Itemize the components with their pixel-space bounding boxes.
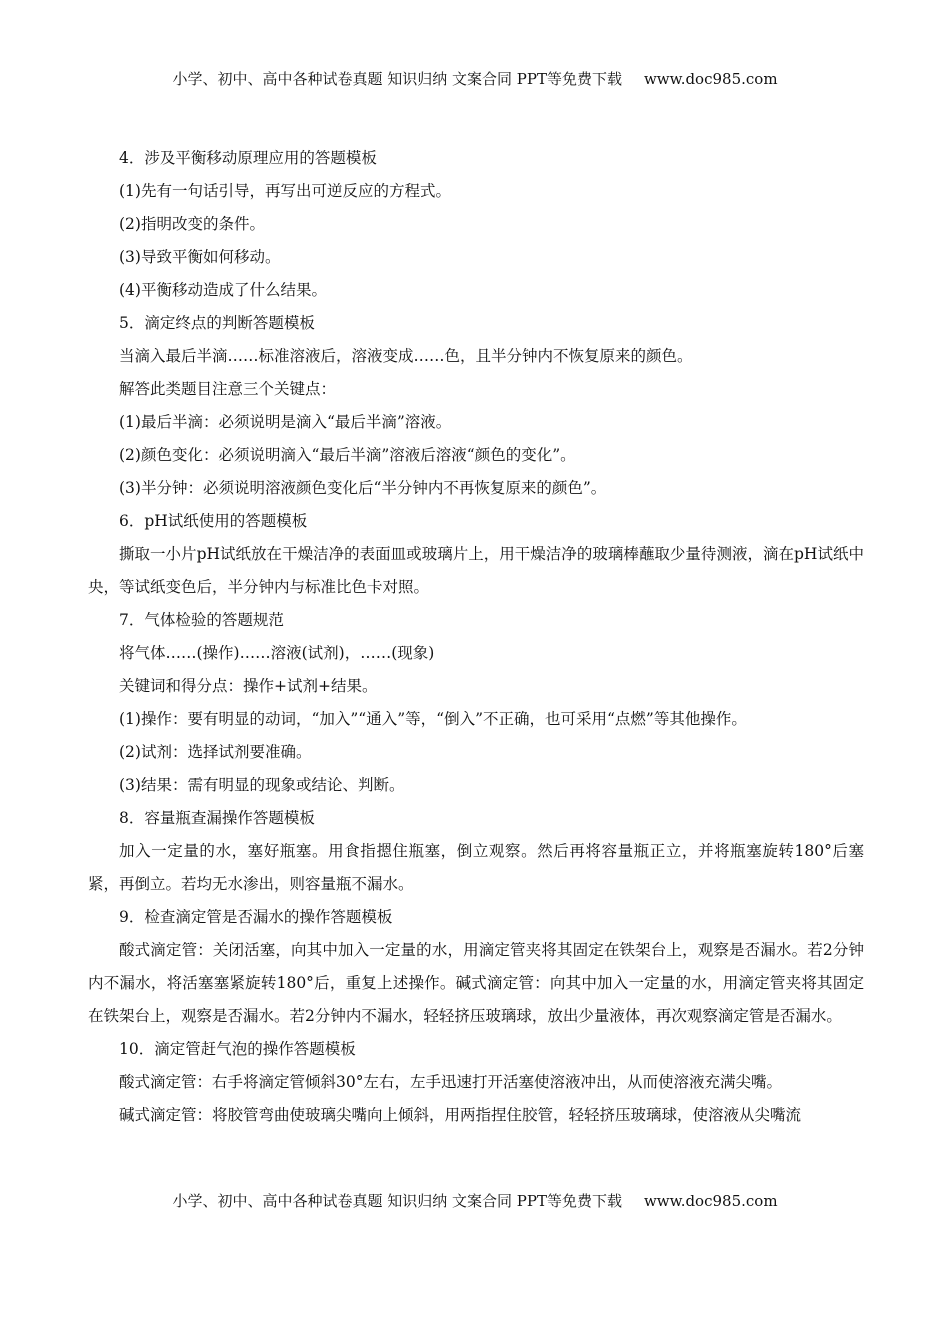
section-6-paragraph: 撕取一小片pH试纸放在干燥洁净的表面皿或玻璃片上，用干燥洁净的玻璃棒蘸取少量待测液，滴在pH试纸中央，等试纸变色后，半分钟内与标准比色卡对照。 <box>88 545 864 596</box>
page-header <box>0 68 950 89</box>
section-9-paragraph: 酸式滴定管：关闭活塞，向其中加入一定量的水，用滴定管夹将其固定在铁架台上，观察是否漏水。若2分钟内不漏水，将活塞塞紧旋转180°后，重复上述操作。碱式滴定管：向其中加入一定量的水，用滴定管夹将其固定在铁架台上，观察是否漏水。若2分钟内不漏水，轻轻挤压玻璃球，放出少量液体，再次观察滴定管是否漏水。 <box>88 941 864 1025</box>
header-url[interactable]: www.doc985.com <box>643 70 778 88</box>
section-7-item-1: (1)操作：要有明显的动词，“加入”“通入”等，“倒入”不正确，也可采用“点燃”等其他操作。 <box>119 710 747 728</box>
section-7-title: 7．气体检验的答题规范 <box>119 611 284 629</box>
section-7-paragraph-1: 将气体……(操作)……溶液(试剂)，……(现象) <box>119 644 435 662</box>
section-4-title: 4．涉及平衡移动原理应用的答题模板 <box>119 149 377 167</box>
section-7-paragraph-2: 关键词和得分点：操作+试剂+结果。 <box>119 677 378 695</box>
section-5-item-2: (2)颜色变化：必须说明滴入“最后半滴”溶液后溶液“颜色的变化”。 <box>119 446 576 464</box>
section-4-item-3: (3)导致平衡如何移动。 <box>119 248 281 266</box>
section-4-item-2: (2)指明改变的条件。 <box>119 215 265 233</box>
section-4-item-1: (1)先有一句话引导，再写出可逆反应的方程式。 <box>119 182 451 200</box>
section-5-title: 5．滴定终点的判断答题模板 <box>119 314 315 332</box>
section-5-item-1: (1)最后半滴：必须说明是滴入“最后半滴”溶液。 <box>119 413 452 431</box>
footer-url[interactable]: www.doc985.com <box>643 1192 778 1210</box>
section-8-paragraph: 加入一定量的水，塞好瓶塞。用食指摁住瓶塞，倒立观察。然后再将容量瓶正立，并将瓶塞旋转180°后塞紧，再倒立。若均无水渗出，则容量瓶不漏水。 <box>88 842 864 893</box>
section-10-paragraph-1: 酸式滴定管：右手将滴定管倾斜30°左右，左手迅速打开活塞使溶液冲出，从而使溶液充满尖嘴。 <box>119 1073 782 1091</box>
section-6-title: 6．pH试纸使用的答题模板 <box>119 512 308 530</box>
section-9-title: 9．检查滴定管是否漏水的操作答题模板 <box>119 908 393 926</box>
section-5-paragraph-1: 当滴入最后半滴……标准溶液后，溶液变成……色，且半分钟内不恢复原来的颜色。 <box>119 347 693 365</box>
header-text: 小学、初中、高中各种试卷真题 知识归纳 文案合同 PPT等免费下载 <box>172 70 622 88</box>
section-10-title: 10．滴定管赶气泡的操作答题模板 <box>119 1040 356 1058</box>
section-7-item-3: (3)结果：需有明显的现象或结论、判断。 <box>119 776 405 794</box>
section-7-item-2: (2)试剂：选择试剂要准确。 <box>119 743 312 761</box>
document-body <box>88 142 864 1132</box>
section-5-item-3: (3)半分钟：必须说明溶液颜色变化后“半分钟内不再恢复原来的颜色”。 <box>119 479 607 497</box>
section-10-paragraph-2: 碱式滴定管：将胶管弯曲使玻璃尖嘴向上倾斜，用两指捏住胶管，轻轻挤压玻璃球，使溶液从尖嘴流 <box>119 1106 802 1124</box>
footer-text: 小学、初中、高中各种试卷真题 知识归纳 文案合同 PPT等免费下载 <box>172 1192 622 1210</box>
section-8-title: 8．容量瓶查漏操作答题模板 <box>119 809 315 827</box>
section-5-paragraph-2: 解答此类题目注意三个关键点： <box>119 380 337 398</box>
page-footer <box>0 1190 950 1211</box>
section-4-item-4: (4)平衡移动造成了什么结果。 <box>119 281 327 299</box>
